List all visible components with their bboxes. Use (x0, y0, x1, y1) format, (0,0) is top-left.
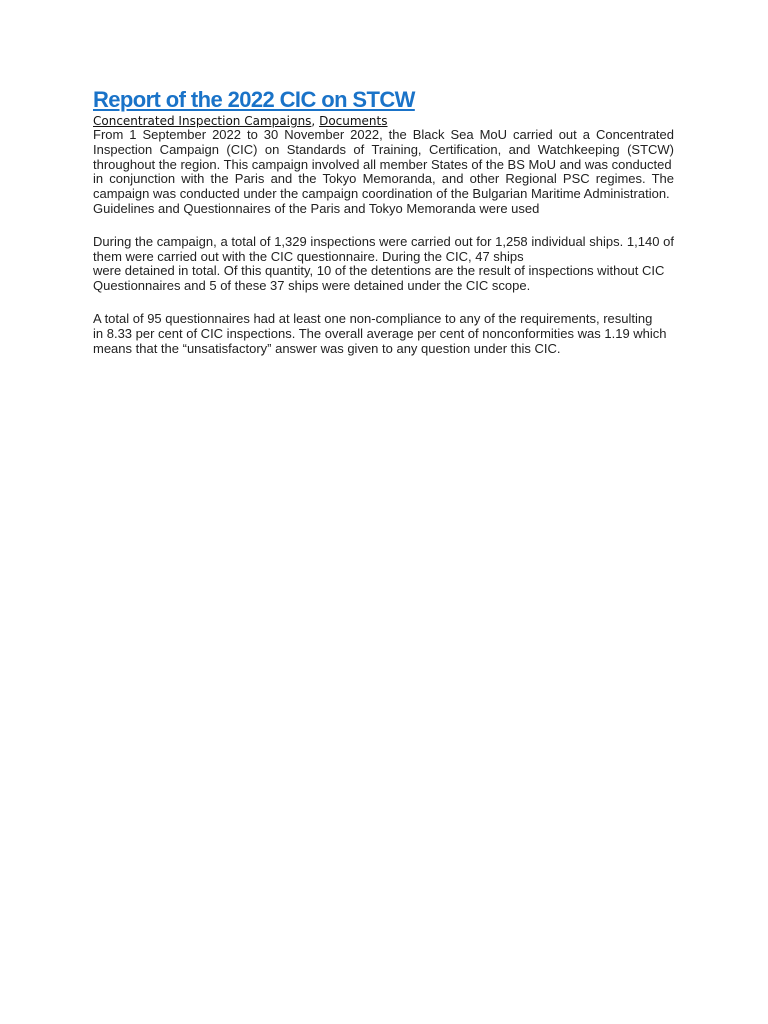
category-link-concentrated-inspection-campaigns[interactable]: Concentrated Inspection Campaigns (93, 114, 312, 128)
category-link-documents[interactable]: Documents (319, 114, 388, 128)
paragraph-line: During the campaign, a total of 1,329 inspections were carried out for 1,258 individual ships. 1,140 of them were carried out with the CIC questionnaire. During the CIC, 47 ships (93, 233, 674, 264)
paragraph-spacer (93, 217, 674, 235)
paragraph-line: A total of 95 questionnaires had at least one non-compliance to any of the requirements, resulting (93, 310, 653, 326)
category-list (93, 114, 674, 128)
article-title-link[interactable]: Report of the 2022 CIC on STCW (93, 87, 415, 112)
paragraph-campaign-overview (93, 128, 674, 217)
paragraph-spacer (93, 294, 674, 312)
paragraph-line: in 8.33 per cent of CIC inspections. The overall average per cent of nonconformities was 1.19 which (93, 325, 667, 341)
category-separator: , (311, 114, 316, 128)
paragraph-line: in conjunction with the Paris and the Tokyo Memoranda, and other Regional PSC regimes. The campaign was conducted under the campaign coordination of the Bulgarian Maritime Administration. (93, 171, 674, 202)
paragraph-inspection-results (93, 235, 674, 294)
article (93, 86, 674, 356)
paragraph-non-compliance (93, 312, 674, 356)
paragraph-line: were detained in total. Of this quantity, 10 of the detentions are the result of inspections without CIC (93, 263, 665, 279)
paragraph-line: means that the “unsatisfactory” answer was given to any question under this CIC. (93, 340, 561, 356)
paragraph-line: Questionnaires and 5 of these 37 ships were detained under the CIC scope. (93, 278, 531, 294)
paragraph-line: From 1 September 2022 to 30 November 2022, the Black Sea MoU carried out a Concentrated Inspection Campaign (CIC) on Standards of Training, Certification, and Watchkeeping (STCW) throughout the region. This campaign involved all member States of the BS MoU and was conducted (93, 127, 674, 172)
paragraph-line: Guidelines and Questionnaires of the Paris and Tokyo Memoranda were used (93, 200, 540, 216)
